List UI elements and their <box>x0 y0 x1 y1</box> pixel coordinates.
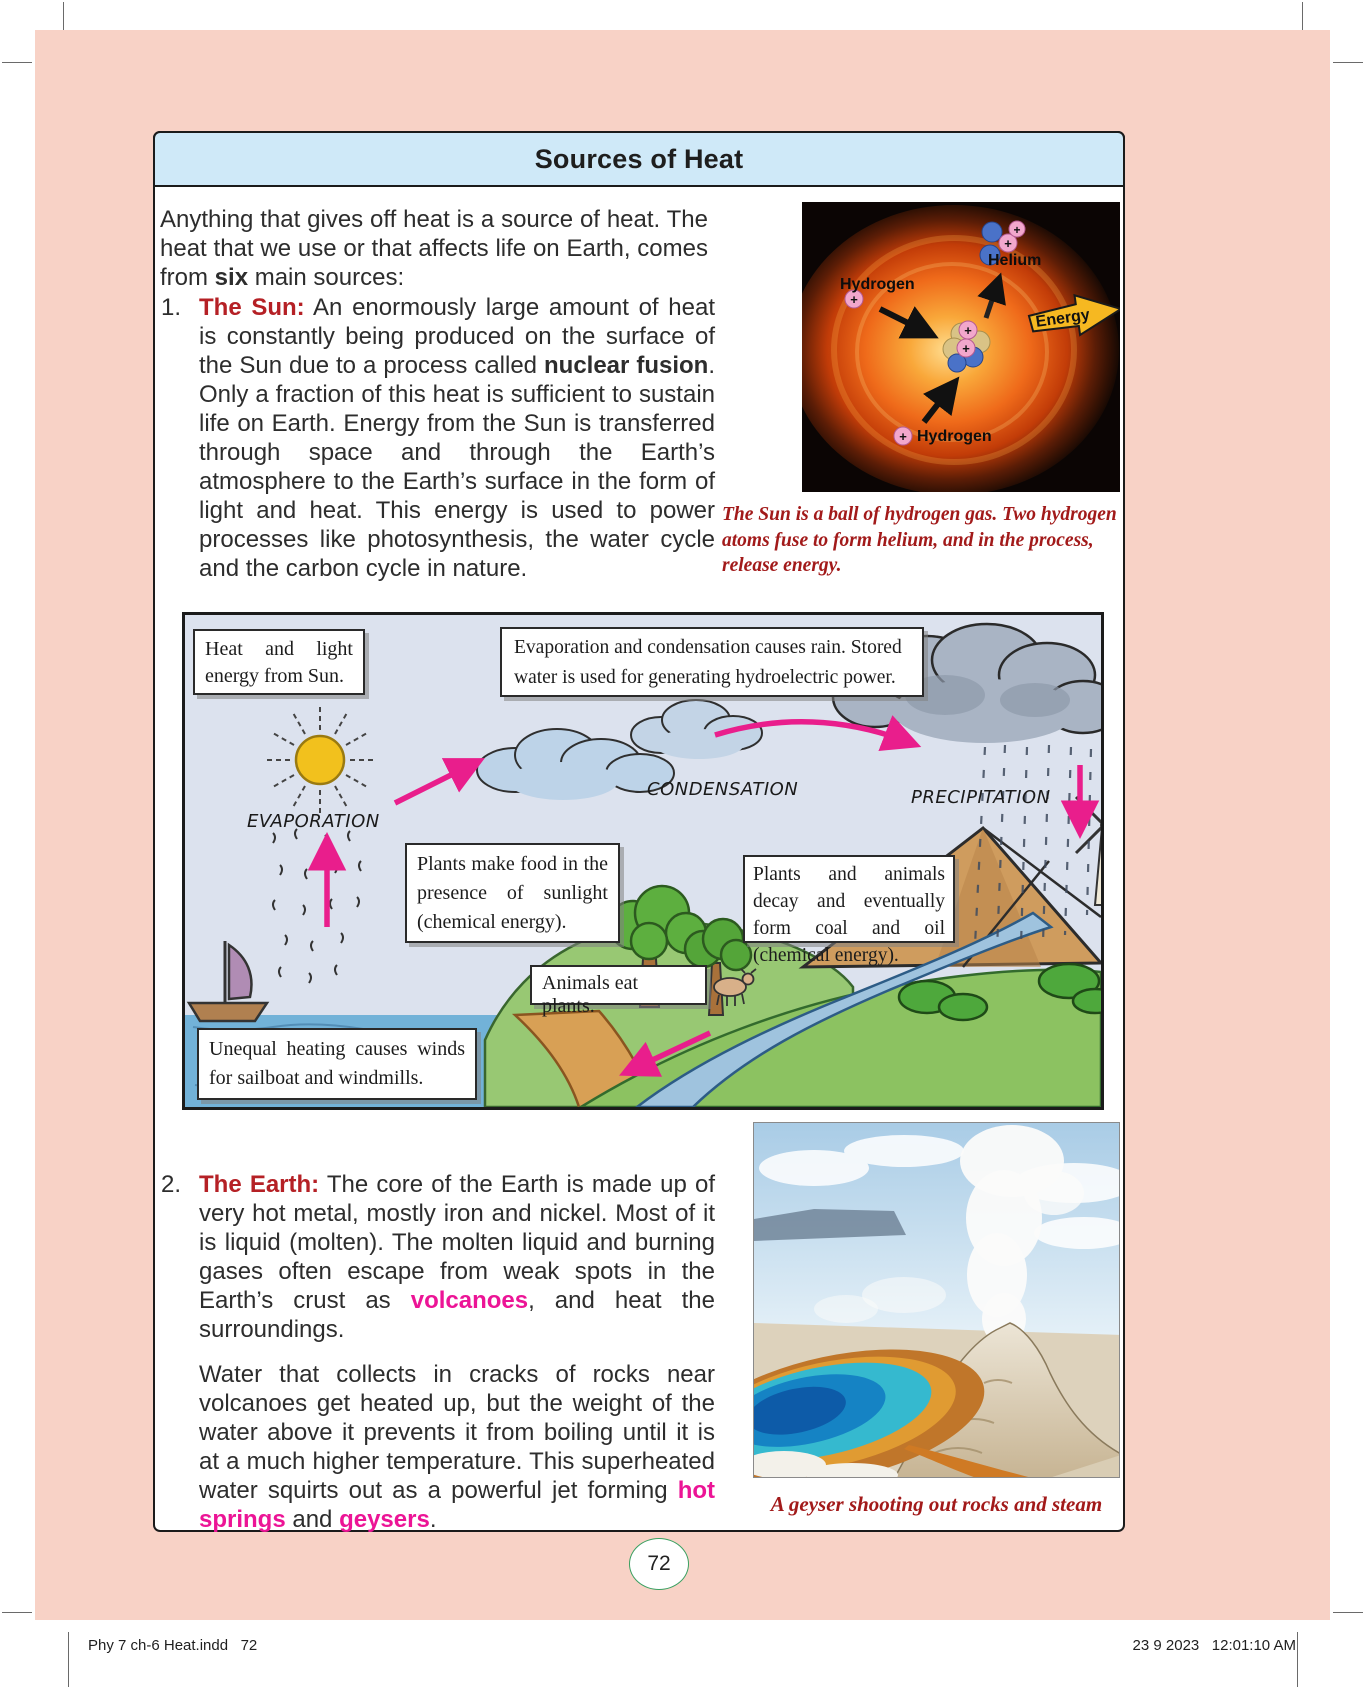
keyword: geysers <box>339 1506 430 1533</box>
intro-bold: six <box>214 264 249 291</box>
page-number: 72 <box>647 1552 671 1575</box>
hydrogen-label: Hydrogen <box>840 276 915 293</box>
footer-file-name: Phy 7 ch-6 Heat.indd 72 <box>88 1637 258 1654</box>
water-cycle-diagram <box>182 612 1104 1110</box>
diagram-box-rain: Evaporation and condensation causes rain. Stored water is used for generating hydroelectric power. <box>500 627 924 697</box>
diagram-box-decay: Plants and animals decay and eventually form coal and oil (chemical energy). <box>743 855 955 943</box>
crop-mark <box>1333 62 1363 63</box>
sun-fusion-art <box>802 202 1120 492</box>
precipitation-label: PRECIPITATION <box>911 787 1051 808</box>
earth-paragraph-2 <box>199 1360 715 1534</box>
item-text: An enormously large amount of heat is constantly being produced on the surface of the Sun due to a process called <box>199 294 715 379</box>
diagram-box-plants: Plants make food in the presence of sunlight (chemical energy). <box>405 843 620 943</box>
crop-mark <box>2 1612 32 1613</box>
intro-paragraph <box>160 205 708 292</box>
item-heading-earth: The Earth: <box>199 1171 320 1198</box>
svg-text:+: + <box>962 341 970 356</box>
crop-mark <box>68 1632 69 1687</box>
keyword: hot springs <box>199 1477 715 1533</box>
energy-label: Energy <box>1034 306 1091 331</box>
keyword: volcanoes <box>410 1287 529 1314</box>
diagram-box-sun: Heat and light energy from Sun. <box>193 629 365 695</box>
list-item-sun <box>161 293 715 583</box>
item-text: Water that collects in cracks of rocks near volcanoes get heated up, but the weight of the water above it prevents it from boiling until it is at a much higher temperature. This superheated water squirts out as a powerful jet forming <box>199 1361 715 1504</box>
geyser-art <box>754 1123 1120 1478</box>
condensation-label: CONDENSATION <box>647 779 799 800</box>
geyser-figure <box>753 1122 1120 1478</box>
svg-text:+: + <box>850 292 858 307</box>
sun-icon <box>264 704 376 816</box>
crop-mark <box>1302 2 1303 32</box>
geyser-figure-caption: A geyser shooting out rocks and steam <box>770 1492 1103 1516</box>
crop-mark <box>1333 1612 1363 1613</box>
item-text: . Only a fraction of this heat is sufficient to sustain life on Earth. Energy from the Sun is transferred through space and through the Earth’s atmosphere to the Earth’s surface in the form of light and heat. This energy is used to power processes like photosynthesis, the water cycle and the carbon cycle in nature. <box>199 352 715 582</box>
section-header <box>153 131 1125 187</box>
sun-fusion-figure <box>802 202 1120 492</box>
crop-mark <box>2 62 32 63</box>
svg-text:+: + <box>964 323 972 338</box>
crop-mark <box>1297 1632 1298 1687</box>
helium-label: Helium <box>988 252 1042 269</box>
crop-mark <box>63 2 64 32</box>
svg-text:+: + <box>899 429 907 444</box>
footer-timestamp: 23 9 2023 12:01:10 AM <box>1132 1637 1296 1654</box>
hydrogen-label: Hydrogen <box>917 428 992 445</box>
svg-text:+: + <box>1004 236 1012 251</box>
page-title: Sources of Heat <box>534 143 744 174</box>
intro-text: Anything that gives off heat is a source of heat. The heat that we use or that affects life on Earth, comes from <box>160 206 708 291</box>
item-text: , and heat the surroundings. <box>199 1287 715 1343</box>
sailboat <box>189 941 267 1021</box>
svg-text:+: + <box>1013 223 1021 237</box>
diagram-box-winds: Unequal heating causes winds for sailboat and windmills. <box>197 1028 477 1100</box>
item-bold: nuclear fusion <box>544 352 709 379</box>
item-number: 1. <box>161 294 182 321</box>
list-item-earth <box>161 1170 715 1344</box>
item-heading-sun: The Sun: <box>199 294 305 321</box>
hydrogen-atom <box>894 427 912 445</box>
item-text: The core of the Earth is made up of very hot metal, mostly iron and nickel. Most of it is liquid (molten). The molten liquid and burning gases often escape from weak spots in the Earth’s crust as <box>199 1171 715 1314</box>
vapor-squiggles <box>273 829 361 983</box>
sun-figure-caption: The Sun is a ball of hydrogen gas. Two hydrogen atoms fuse to form helium, and in the process, release energy. <box>722 504 1117 576</box>
item-text: and <box>285 1506 340 1533</box>
intro-text: main sources: <box>248 264 405 291</box>
item-number: 2. <box>161 1171 182 1198</box>
page-number-badge <box>629 1538 689 1590</box>
item-text: . <box>429 1506 437 1533</box>
evaporation-label: EVAPORATION <box>247 811 380 832</box>
diagram-box-animals: Animals eat plants. <box>530 965 707 1005</box>
